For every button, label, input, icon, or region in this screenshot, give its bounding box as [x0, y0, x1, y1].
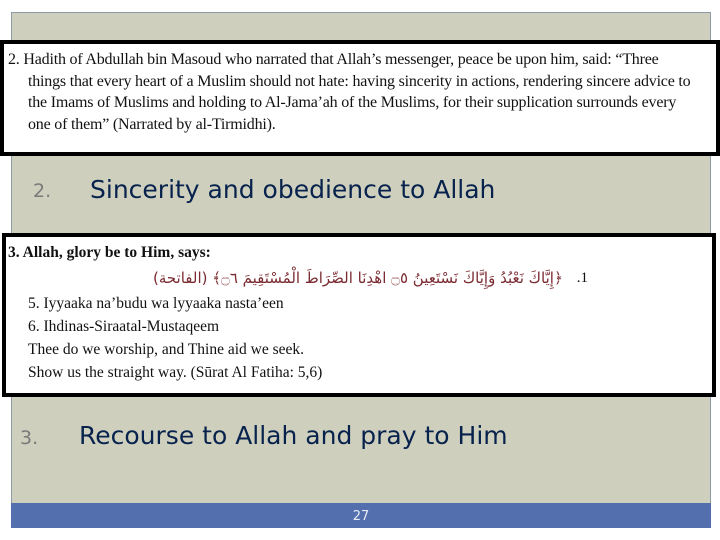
translation-line: Thee do we worship, and Thine aid we seek. — [28, 341, 305, 358]
page-number: 27 — [352, 509, 370, 524]
hadith-line: 2. Hadith of Abdullah bin Masoud who narrated that Allah’s messenger, peace be upon him, said: “Three — [8, 51, 659, 68]
quran-heading: 3. Allah, glory be to Him, says: — [8, 244, 211, 261]
arabic-number: .1 — [576, 269, 588, 286]
arabic-verse — [8, 264, 588, 292]
transliteration-line: 6. Ihdinas-Siraatal-Mustaqeem — [28, 318, 220, 335]
quran-quote-box — [2, 233, 716, 397]
point-2-number: 2. — [33, 180, 52, 202]
hadith-line: things that every heart of a Muslim should not hate: having sincerity in actions, rendering sincere advice to — [28, 72, 691, 90]
transliteration-line: 5. Iyyaaka na’budu wa lyyaaka nasta’een — [28, 295, 284, 312]
point-3-text: Recourse to Allah and pray to Him — [79, 421, 508, 450]
translation-line: Show us the straight way. (Sūrat Al Fatiha: 5,6) — [28, 364, 323, 381]
point-2-text: Sincerity and obedience to Allah — [90, 175, 496, 204]
hadith-line: the Imams of Muslims and holding to Al-Jama’ah of the Muslims, for their supplication surrounds every — [28, 94, 677, 111]
hadith-quote-box — [0, 40, 720, 156]
slide-footer — [11, 503, 711, 528]
hadith-line: one of them” (Narrated by al-Tirmidhi). — [28, 115, 276, 133]
arabic-text: ﴿إِيَّاكَ نَعْبُدُ وَإِيَّاكَ نَسْتَعِينُ ۝٥ اهْدِنَا الصِّرَاطَ الْمُسْتَقِيمَ ۝٦﴾ (الفاتحة) — [152, 269, 563, 287]
point-3-number: 3. — [20, 427, 39, 449]
